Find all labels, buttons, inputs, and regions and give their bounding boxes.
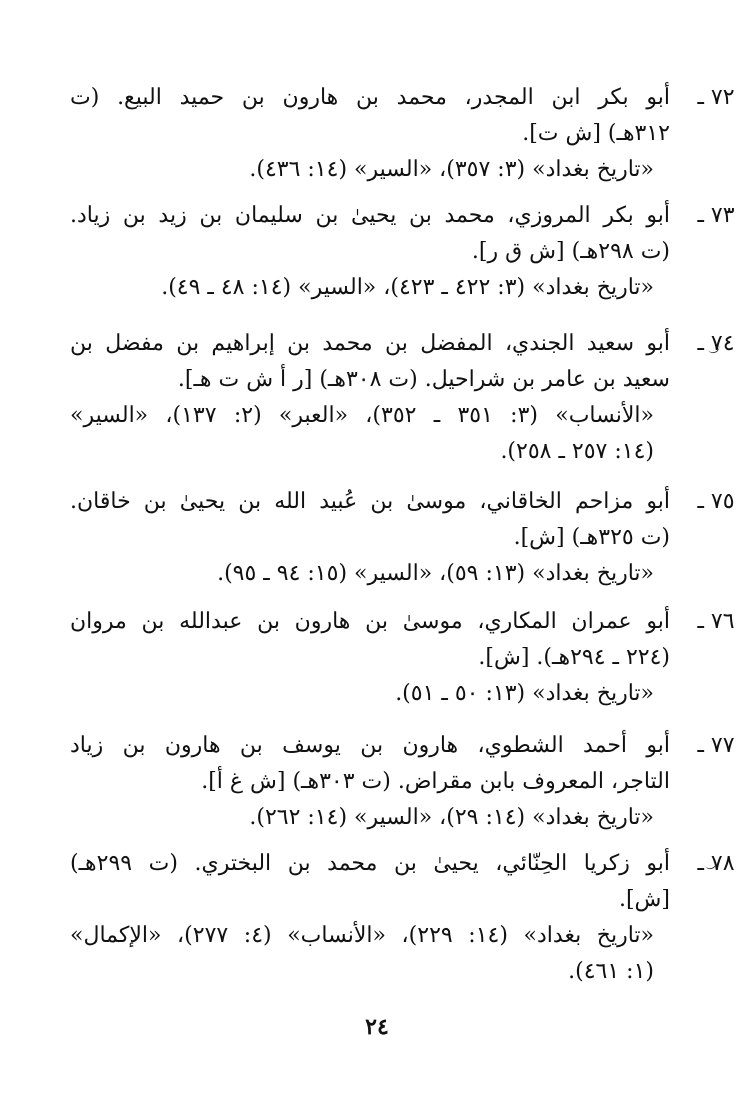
entry-74 (70, 326, 735, 470)
entry-number: ٧٨ ـ (697, 851, 735, 876)
entry-text-line: (٢٢٤ ـ ٢٩٤هـ). [ش]. (478, 645, 670, 670)
entry-text-line: أبو أحمد الشطوي، هارون بن يوسف بن هارون بن زياد (70, 733, 670, 758)
entry-77 (70, 728, 735, 836)
entry-text-line: (ت ٢٩٨هـ) [ش ق ر]. (471, 239, 670, 264)
entry-text-line: أبو سعيد الجندي، المفضل بن محمد بن إبراهيم بن مفضل بن (70, 331, 670, 356)
entry-reference-line: (١: ٤٦١). (568, 959, 654, 984)
entry-76 (70, 604, 735, 712)
entry-text-line: التاجر، المعروف بابن مقراض. (ت ٣٠٣هـ) [ش غ أ]. (201, 769, 670, 794)
entry-number: ٧٢ ـ (697, 85, 735, 110)
entry-reference-line: «تاريخ بغداد» (١٣: ٥٠ ـ ٥١). (395, 681, 654, 706)
entry-78 (70, 846, 735, 990)
entry-text-line: [ش]. (618, 887, 670, 912)
entry-number: ٧٦ ـ (697, 609, 735, 634)
entry-text-line: أبو مزاحم الخاقاني، موسىٰ بن عُبيد الله بن يحيىٰ بن خاقان. (70, 489, 670, 514)
entry-number: ٧٤ ـ (697, 331, 735, 356)
entry-number: ٧٥ ـ (697, 489, 735, 514)
entry-text-line: أبو زكريا الحِنّائي، يحيىٰ بن محمد بن البختري. (ت ٢٩٩هـ) (70, 851, 670, 876)
entry-text-line: أبو بكر ابن المجدر، محمد بن هارون بن حميد البيع. (ت (70, 85, 670, 110)
entry-73 (70, 198, 735, 306)
entry-text-line: أبو عمران المكاري، موسىٰ بن هارون بن عبدالله بن مروان (70, 609, 670, 634)
entry-text-line: ٣١٢هـ) [ش ت]. (522, 121, 670, 146)
entry-reference-line: «الأنساب» (٣: ٣٥١ ـ ٣٥٢)، «العبر» (٢: ١٣٧)، «السير» (70, 403, 654, 428)
entry-72 (70, 80, 735, 188)
entry-number: ٧٧ ـ (697, 733, 735, 758)
entry-reference-line: «تاريخ بغداد» (١٣: ٥٩)، «السير» (١٥: ٩٤ ـ ٩٥). (217, 561, 654, 586)
entry-reference-line: «تاريخ بغداد» (٣: ٤٢٢ ـ ٤٢٣)، «السير» (١٤: ٤٨ ـ ٤٩). (161, 275, 654, 300)
entry-reference-line: (١٤: ٢٥٧ ـ ٢٥٨). (500, 439, 654, 464)
entry-75 (70, 484, 735, 592)
entry-text-line: سعيد بن عامر بن شراحيل. (ت ٣٠٨هـ) [ر أ ش ت هـ]. (177, 367, 670, 392)
entry-reference-line: «تاريخ بغداد» (٣: ٣٥٧)، «السير» (١٤: ٤٣٦). (249, 157, 654, 182)
entry-text-line: (ت ٣٢٥هـ) [ش]. (513, 525, 670, 550)
entry-text-line: أبو بكر المروزي، محمد بن يحيىٰ بن سليمان بن زيد بن زياد. (70, 203, 670, 228)
page-number: ٢٤ (365, 1014, 389, 1040)
entry-number: ٧٣ ـ (697, 203, 735, 228)
entry-reference-line: «تاريخ بغداد» (١٤: ٢٢٩)، «الأنساب» (٤: ٢٧٧)، «الإكمال» (70, 923, 655, 948)
entry-reference-line: «تاريخ بغداد» (١٤: ٢٩)، «السير» (١٤: ٢٦٢). (249, 805, 654, 830)
